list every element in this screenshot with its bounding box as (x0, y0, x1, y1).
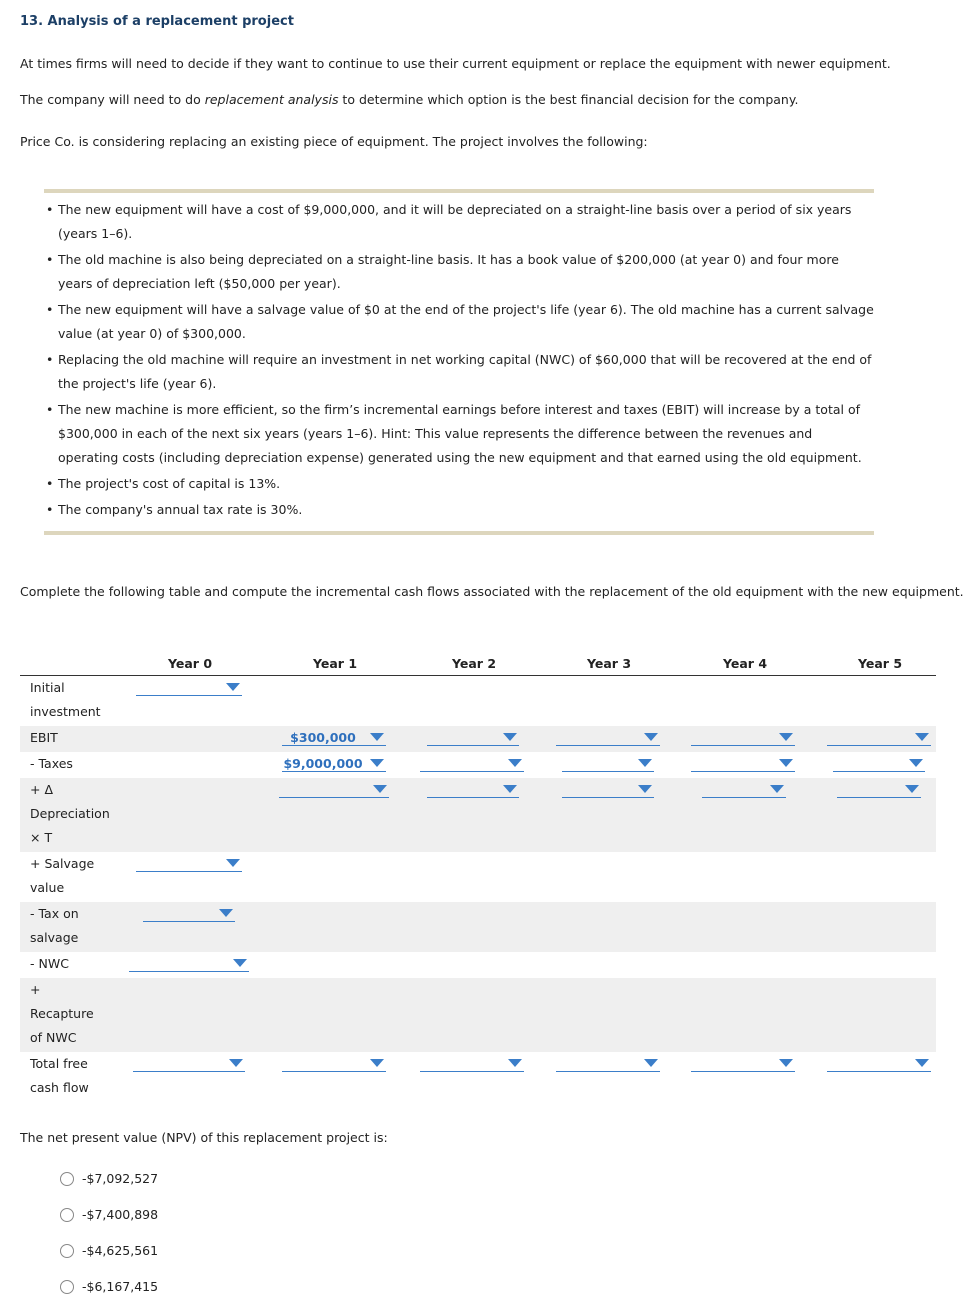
col-year-4: Year 4 (722, 656, 768, 671)
taxes-y1-value: $9,000,000 (283, 756, 363, 771)
taxes-y5-dropdown[interactable] (833, 757, 925, 772)
col-year-0: Year 0 (167, 656, 213, 671)
chevron-down-icon (644, 1059, 658, 1067)
npv-question: The net present value (NPV) of this replacement project is: (20, 1130, 388, 1145)
total-y5-dropdown[interactable] (827, 1057, 931, 1072)
npv-option[interactable] (60, 1243, 158, 1258)
row-label-taxes: - Taxes (30, 756, 73, 771)
npv-option-label: -$7,400,898 (82, 1207, 159, 1222)
chevron-down-icon (909, 759, 923, 767)
intro-italic-term: replacement analysis (204, 92, 339, 107)
row-label-ebit: EBIT (30, 730, 58, 745)
chevron-down-icon (370, 733, 384, 741)
initial-investment-y0-dropdown[interactable] (136, 681, 242, 696)
ebit-y3-dropdown[interactable] (556, 731, 660, 746)
chevron-down-icon (503, 785, 517, 793)
npv-option[interactable] (60, 1207, 158, 1222)
col-year-2: Year 2 (451, 656, 497, 671)
bottom-divider (44, 531, 874, 535)
assumption-item: • The new machine is more efficient, so the firm’s incremental earnings before interest and taxes (EBIT) will increase by a total of $300,000 in each of the next six years (years 1–6). Hint: This value represents the difference between the revenues and operating costs (including depreciation expense) generated using the new equipment and that earned using the old equipment. (44, 398, 876, 470)
table-header-rule (20, 675, 936, 676)
radio-button[interactable] (60, 1244, 74, 1258)
chevron-down-icon (638, 759, 652, 767)
chevron-down-icon (233, 959, 247, 967)
nwc-y0-dropdown[interactable] (129, 957, 249, 972)
assumption-item: • The new equipment will have a cost of $9,000,000, and it will be depreciated on a straight-line basis over a period of six years (years 1–6). (44, 198, 876, 246)
row-label-salvage: + Salvage value (30, 856, 95, 895)
chevron-down-icon (779, 1059, 793, 1067)
row-label-total: Total free cash flow (30, 1056, 89, 1095)
salvage-y0-dropdown[interactable] (136, 857, 242, 872)
taxes-y1-dropdown[interactable] (282, 757, 386, 772)
ebit-y5-dropdown[interactable] (827, 731, 931, 746)
npv-option-label: -$6,167,415 (82, 1279, 159, 1294)
radio-button[interactable] (60, 1208, 74, 1222)
taxes-y3-dropdown[interactable] (562, 757, 654, 772)
row-label-recapture: + Recapture of NWC (30, 982, 94, 1045)
total-y0-dropdown[interactable] (133, 1057, 245, 1072)
row-label-tax-on-salvage: - Tax on salvage (30, 906, 79, 945)
depreciation-y2-dropdown[interactable] (427, 783, 519, 798)
assumption-item: • Replacing the old machine will require an investment in net working capital (NWC) of $60,000 that will be recovered at the end of the project's life (year 6). (44, 348, 876, 396)
total-y2-dropdown[interactable] (420, 1057, 524, 1072)
depreciation-y3-dropdown[interactable] (562, 783, 654, 798)
chevron-down-icon (779, 733, 793, 741)
radio-button[interactable] (60, 1280, 74, 1294)
question-title: 13. Analysis of a replacement project (20, 14, 294, 29)
chevron-down-icon (370, 1059, 384, 1067)
col-year-5: Year 5 (857, 656, 903, 671)
intro-paragraph-2 (20, 92, 798, 107)
col-year-3: Year 3 (586, 656, 632, 671)
chevron-down-icon (770, 785, 784, 793)
chevron-down-icon (226, 859, 240, 867)
chevron-down-icon (226, 683, 240, 691)
npv-option-label: -$4,625,561 (82, 1243, 159, 1258)
depreciation-y4-dropdown[interactable] (702, 783, 786, 798)
intro-text: to determine which option is the best financial decision for the company. (338, 92, 799, 107)
total-y1-dropdown[interactable] (282, 1057, 386, 1072)
chevron-down-icon (373, 785, 387, 793)
row-bg-recapture (20, 978, 936, 1052)
depreciation-y1-dropdown[interactable] (279, 783, 389, 798)
chevron-down-icon (503, 733, 517, 741)
chevron-down-icon (219, 909, 233, 917)
chevron-down-icon (370, 759, 384, 767)
ebit-y4-dropdown[interactable] (691, 731, 795, 746)
assumptions-list (44, 198, 876, 524)
top-divider (44, 189, 874, 193)
depreciation-y5-dropdown[interactable] (837, 783, 921, 798)
chevron-down-icon (229, 1059, 243, 1067)
chevron-down-icon (508, 759, 522, 767)
chevron-down-icon (915, 733, 929, 741)
npv-option[interactable] (60, 1171, 158, 1186)
total-y4-dropdown[interactable] (691, 1057, 795, 1072)
chevron-down-icon (508, 1059, 522, 1067)
row-label-nwc: - NWC (30, 956, 69, 971)
taxes-y4-dropdown[interactable] (691, 757, 795, 772)
chevron-down-icon (779, 759, 793, 767)
assumption-item: • The project's cost of capital is 13%. (44, 472, 876, 496)
tax-on-salvage-y0-dropdown[interactable] (143, 907, 235, 922)
ebit-y1-dropdown[interactable] (282, 731, 386, 746)
total-y3-dropdown[interactable] (556, 1057, 660, 1072)
assumption-item: • The new equipment will have a salvage value of $0 at the end of the project's life (year 6). The old machine has a current salvage value (at year 0) of $300,000. (44, 298, 876, 346)
row-label-depreciation: + Δ Depreciation × T (30, 782, 110, 845)
npv-option[interactable] (60, 1279, 158, 1294)
intro-paragraph-3: Price Co. is considering replacing an existing piece of equipment. The project involves the following: (20, 134, 648, 149)
radio-button[interactable] (60, 1172, 74, 1186)
assumption-item: • The company's annual tax rate is 30%. (44, 498, 876, 522)
chevron-down-icon (915, 1059, 929, 1067)
taxes-y2-dropdown[interactable] (420, 757, 524, 772)
chevron-down-icon (644, 733, 658, 741)
assumption-item: • The old machine is also being depreciated on a straight-line basis. It has a book value of $200,000 (at year 0) and four more years of depreciation left ($50,000 per year). (44, 248, 876, 296)
npv-option-label: -$7,092,527 (82, 1171, 159, 1186)
instruction-text: Complete the following table and compute the incremental cash flows associated with the replacement of the old equipment with the new equipment. (20, 584, 964, 599)
row-label-initial-investment: Initial investment (30, 680, 101, 719)
chevron-down-icon (905, 785, 919, 793)
intro-paragraph-1: At times firms will need to decide if they want to continue to use their current equipment or replace the equipment with newer equipment. (20, 56, 891, 71)
intro-text: The company will need to do (20, 92, 205, 107)
chevron-down-icon (638, 785, 652, 793)
ebit-y2-dropdown[interactable] (427, 731, 519, 746)
col-year-1: Year 1 (312, 656, 358, 671)
ebit-y1-value: $300,000 (290, 730, 356, 745)
